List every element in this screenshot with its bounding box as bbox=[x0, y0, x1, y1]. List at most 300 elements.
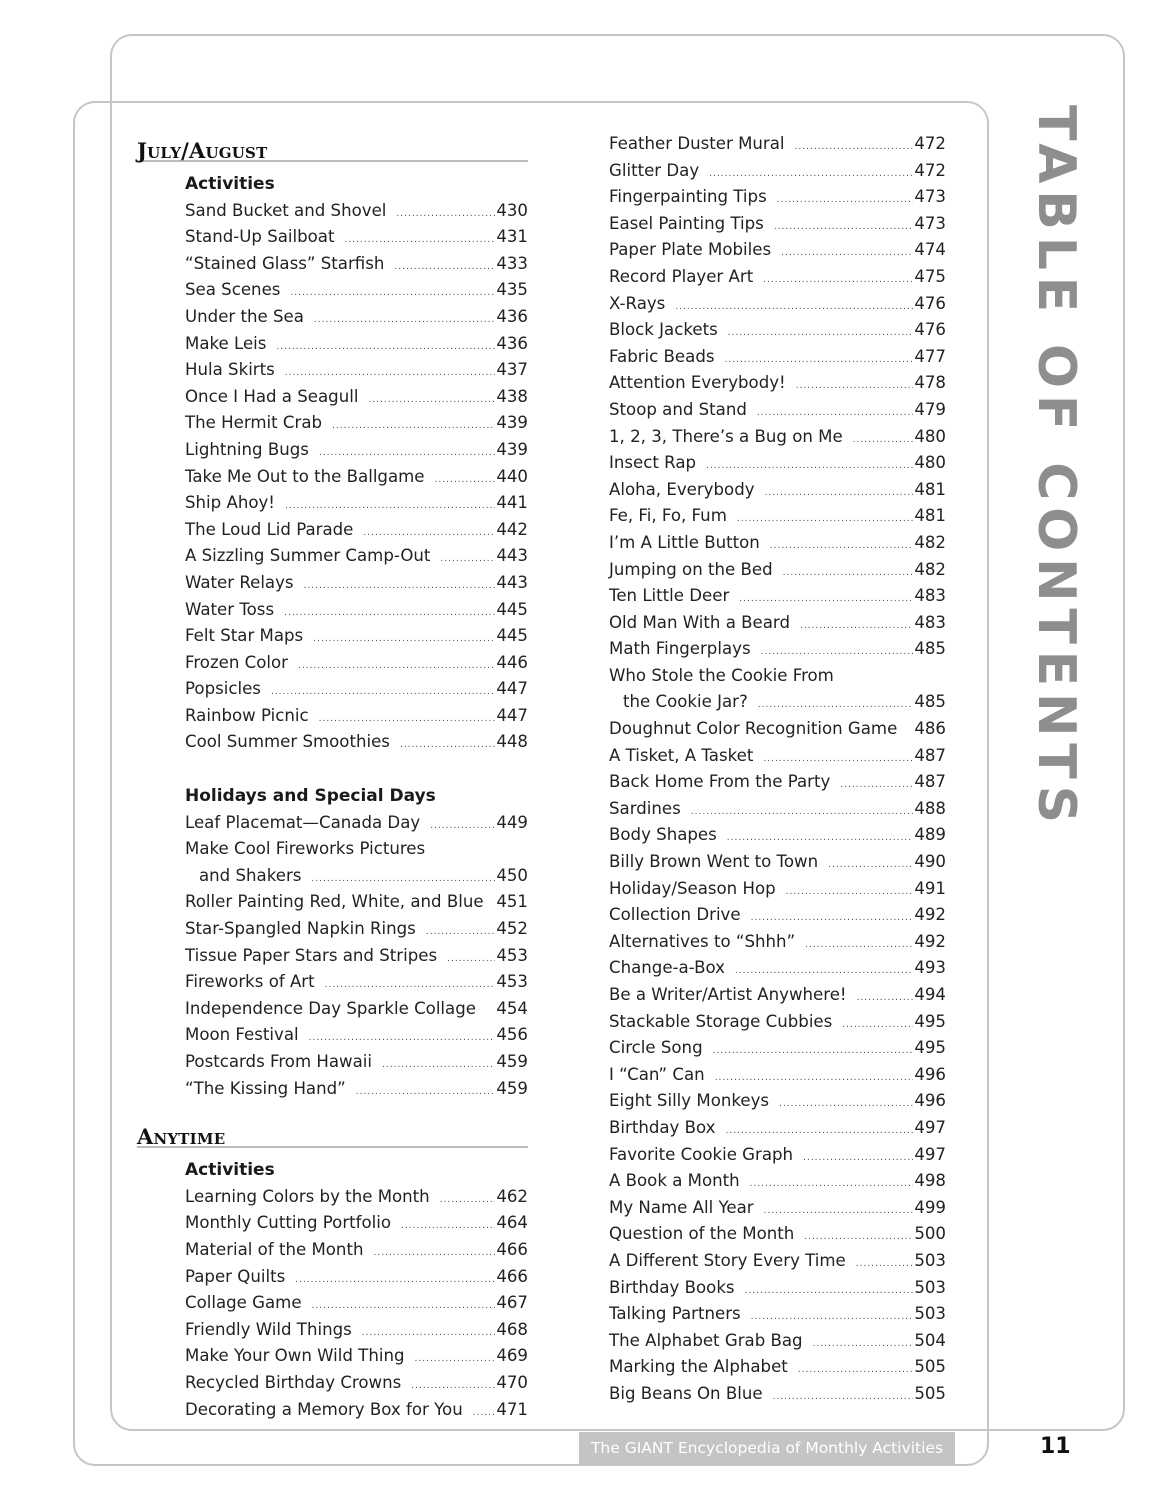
toc-entry-continuation[interactable] bbox=[609, 689, 946, 716]
entry-page-number: 505 bbox=[914, 1357, 946, 1377]
entry-title: The Alphabet Grab Bag bbox=[609, 1330, 803, 1350]
entry-title: Star-Spangled Napkin Rings bbox=[185, 919, 416, 939]
toc-entry[interactable] bbox=[609, 158, 946, 185]
entry-title: I’m A Little Button bbox=[609, 532, 760, 552]
entry-title: Friendly Wild Things bbox=[185, 1319, 352, 1339]
toc-entry[interactable] bbox=[609, 450, 946, 477]
section-heading-anytime bbox=[137, 1120, 528, 1148]
toc-entry[interactable] bbox=[609, 610, 946, 637]
leader-dots bbox=[691, 799, 914, 826]
entry-page-number: 452 bbox=[496, 919, 528, 939]
leader-dots bbox=[763, 267, 913, 294]
toc-entry[interactable] bbox=[609, 849, 946, 876]
leader-dots bbox=[373, 1240, 495, 1267]
toc-entry[interactable] bbox=[609, 1221, 946, 1248]
entry-title: A Sizzling Summer Camp-Out bbox=[185, 546, 431, 566]
toc-entry[interactable] bbox=[185, 1049, 528, 1076]
entry-title: My Name All Year bbox=[609, 1197, 754, 1217]
leader-dots bbox=[400, 732, 495, 759]
toc-entry[interactable] bbox=[609, 1115, 946, 1142]
entry-title: Make Your Own Wild Thing bbox=[185, 1346, 405, 1366]
entry-page-number: 473 bbox=[914, 187, 946, 207]
toc-entry[interactable] bbox=[609, 822, 946, 849]
leader-dots bbox=[750, 1171, 914, 1198]
leader-dots bbox=[737, 506, 913, 533]
toc-entry[interactable] bbox=[609, 1381, 946, 1408]
toc-entry[interactable] bbox=[609, 716, 946, 743]
leader-dots bbox=[435, 467, 496, 494]
entry-page-number: 435 bbox=[496, 280, 528, 300]
entry-page-number: 497 bbox=[914, 1117, 946, 1137]
entry-title: Feather Duster Mural bbox=[609, 134, 785, 153]
entry-title: Paper Plate Mobiles bbox=[609, 240, 772, 260]
leader-dots bbox=[783, 560, 914, 587]
leader-dots bbox=[779, 1091, 913, 1118]
toc-entry[interactable] bbox=[185, 1343, 528, 1370]
leader-dots bbox=[856, 1251, 914, 1278]
entry-title: Stand-Up Sailboat bbox=[185, 227, 335, 247]
toc-entry[interactable] bbox=[185, 996, 528, 1023]
leader-dots bbox=[803, 1145, 913, 1172]
entry-page-number: 476 bbox=[914, 320, 946, 340]
entry-title: “The Kissing Hand” bbox=[185, 1078, 346, 1098]
leader-dots bbox=[440, 546, 495, 573]
entry-page-number: 472 bbox=[914, 134, 946, 153]
entry-page-number: 483 bbox=[914, 612, 946, 632]
entry-title: Once I Had a Seagull bbox=[185, 386, 359, 406]
entry-title: Postcards From Hawaii bbox=[185, 1052, 372, 1071]
leader-dots bbox=[725, 1118, 913, 1145]
toc-entry[interactable] bbox=[185, 1022, 528, 1049]
toc-entry[interactable] bbox=[609, 902, 946, 929]
leader-dots bbox=[396, 201, 495, 228]
entry-title: Big Beans On Blue bbox=[609, 1383, 763, 1403]
entry-title: Under the Sea bbox=[185, 306, 304, 326]
entry-page-number: 438 bbox=[496, 386, 528, 406]
leader-dots bbox=[786, 879, 914, 906]
entry-page-number: 436 bbox=[496, 333, 528, 353]
entry-title: Body Shapes bbox=[609, 825, 717, 845]
entry-title: X-Rays bbox=[609, 293, 666, 313]
toc-entry[interactable] bbox=[185, 517, 528, 544]
toc-entry[interactable] bbox=[185, 810, 528, 837]
toc-entry[interactable] bbox=[185, 969, 528, 996]
entry-page-number: 486 bbox=[914, 719, 946, 739]
toc-list bbox=[137, 1184, 528, 1423]
toc-entry[interactable] bbox=[185, 889, 528, 916]
leader-dots bbox=[770, 533, 914, 560]
section-heading-july-august bbox=[137, 134, 528, 162]
entry-title: Hula Skirts bbox=[185, 360, 275, 380]
leader-dots bbox=[728, 320, 914, 347]
entry-page-number: 490 bbox=[914, 852, 946, 872]
entry-page-number: 464 bbox=[496, 1213, 528, 1233]
toc-entry[interactable] bbox=[185, 1184, 528, 1211]
entry-title: Take Me Out to the Ballgame bbox=[185, 466, 425, 486]
entry-page-number: 476 bbox=[914, 293, 946, 313]
leader-dots bbox=[800, 613, 913, 640]
leader-dots bbox=[706, 453, 913, 480]
toc-entry[interactable] bbox=[609, 876, 946, 903]
entry-page-number: 472 bbox=[914, 160, 946, 180]
toc-list bbox=[609, 131, 946, 1408]
leader-dots bbox=[382, 1052, 495, 1079]
entry-title: Easel Painting Tips bbox=[609, 213, 764, 233]
entry-title: Aloha, Everybody bbox=[609, 479, 755, 499]
toc-entry[interactable] bbox=[185, 410, 528, 437]
entry-title: Old Man With a Beard bbox=[609, 612, 790, 632]
entry-page-number: 468 bbox=[496, 1319, 528, 1339]
entry-title: Learning Colors by the Month bbox=[185, 1186, 430, 1206]
entry-page-number: 451 bbox=[496, 892, 528, 912]
entry-page-number: 439 bbox=[496, 413, 528, 433]
entry-page-number: 474 bbox=[914, 240, 946, 260]
entry-page-number: 487 bbox=[914, 772, 946, 792]
toc-entry[interactable] bbox=[609, 955, 946, 982]
entry-page-number: 503 bbox=[914, 1277, 946, 1297]
entry-page-number: 445 bbox=[496, 599, 528, 619]
toc-entry[interactable] bbox=[609, 503, 946, 530]
entry-page-number: 477 bbox=[914, 346, 946, 366]
leader-dots bbox=[304, 573, 496, 600]
toc-entry[interactable] bbox=[609, 397, 946, 424]
entry-page-number: 449 bbox=[496, 812, 528, 832]
entry-page-number: 450 bbox=[496, 865, 528, 885]
entry-title: Fe, Fi, Fo, Fum bbox=[609, 506, 727, 526]
entry-page-number: 462 bbox=[496, 1186, 528, 1206]
leader-dots bbox=[761, 639, 914, 666]
entry-title: Be a Writer/Artist Anywhere! bbox=[609, 985, 847, 1004]
toc-entry[interactable] bbox=[609, 424, 946, 451]
entry-page-number: 489 bbox=[914, 825, 946, 845]
leader-dots bbox=[828, 852, 913, 879]
leader-dots bbox=[415, 1346, 496, 1373]
entry-title: Popsicles bbox=[185, 679, 261, 699]
toc-entry[interactable] bbox=[609, 796, 946, 823]
toc-entry[interactable] bbox=[609, 477, 946, 504]
toc-entry[interactable] bbox=[185, 623, 528, 650]
entry-page-number: 431 bbox=[496, 227, 528, 247]
toc-entry[interactable] bbox=[609, 1328, 946, 1355]
leader-dots bbox=[758, 692, 914, 719]
leader-dots bbox=[401, 1213, 495, 1240]
entry-page-number: 441 bbox=[496, 493, 528, 513]
toc-entry[interactable] bbox=[185, 251, 528, 278]
entry-page-number: 483 bbox=[914, 586, 946, 606]
entry-title: A Tisket, A Tasket bbox=[609, 745, 754, 765]
toc-entry[interactable] bbox=[609, 291, 946, 318]
leader-dots bbox=[332, 413, 495, 440]
leader-dots bbox=[777, 187, 914, 214]
entry-title: Circle Song bbox=[609, 1038, 703, 1058]
toc-entry[interactable] bbox=[185, 331, 528, 358]
leader-dots bbox=[356, 1079, 496, 1106]
toc-entry[interactable] bbox=[609, 1062, 946, 1089]
toc-entry[interactable] bbox=[185, 1290, 528, 1317]
toc-entry[interactable] bbox=[609, 636, 946, 663]
leader-dots bbox=[781, 240, 913, 267]
toc-entry[interactable] bbox=[185, 676, 528, 703]
leader-dots bbox=[447, 946, 495, 973]
toc-entry[interactable] bbox=[609, 1195, 946, 1222]
leader-dots bbox=[715, 1065, 914, 1092]
leader-dots bbox=[857, 985, 914, 1012]
vertical-title-text: TABLE OF CONTENTS bbox=[1026, 105, 1086, 830]
entry-title: Doughnut Color Recognition Game bbox=[609, 719, 898, 739]
toc-entry[interactable] bbox=[609, 743, 946, 770]
toc-entry[interactable] bbox=[185, 357, 528, 384]
entry-title: A Different Story Every Time bbox=[609, 1250, 846, 1270]
toc-entry[interactable] bbox=[185, 916, 528, 943]
toc-entry[interactable] bbox=[185, 198, 528, 225]
section-title: July/August bbox=[137, 138, 268, 163]
entry-title: Ten Little Deer bbox=[609, 586, 730, 606]
entry-page-number: 439 bbox=[496, 439, 528, 459]
leader-dots bbox=[363, 520, 495, 547]
entry-page-number: 499 bbox=[914, 1197, 946, 1217]
book-title-footer: The GIANT Encyclopedia of Monthly Activities bbox=[579, 1432, 955, 1465]
leader-dots bbox=[796, 373, 914, 400]
leader-dots bbox=[319, 706, 496, 733]
leader-dots bbox=[773, 1384, 914, 1411]
toc-entry[interactable] bbox=[609, 1142, 946, 1169]
entry-title: Stoop and Stand bbox=[609, 399, 747, 419]
entry-title: Tissue Paper Stars and Stripes bbox=[185, 945, 438, 965]
entry-page-number: 503 bbox=[914, 1250, 946, 1270]
entry-page-number: 467 bbox=[496, 1293, 528, 1313]
toc-entry[interactable] bbox=[185, 1210, 528, 1237]
toc-entry[interactable] bbox=[609, 317, 946, 344]
entry-title: Frozen Color bbox=[185, 652, 288, 672]
toc-entry[interactable] bbox=[609, 211, 946, 238]
toc-entry[interactable] bbox=[185, 729, 528, 756]
toc-entry[interactable] bbox=[609, 663, 946, 690]
entry-title: Jumping on the Bed bbox=[609, 559, 773, 579]
toc-entry[interactable] bbox=[185, 384, 528, 411]
entry-title: Change-a-Box bbox=[609, 958, 725, 978]
entry-page-number: 466 bbox=[496, 1266, 528, 1286]
subheading-activities: Activities bbox=[185, 1160, 275, 1181]
entry-page-number: 448 bbox=[496, 732, 528, 752]
toc-entry[interactable] bbox=[609, 1168, 946, 1195]
entry-title: Alternatives to “Shhh” bbox=[609, 931, 796, 951]
entry-title: The Hermit Crab bbox=[185, 413, 323, 433]
toc-entry[interactable] bbox=[609, 1035, 946, 1062]
entry-title: Fireworks of Art bbox=[185, 972, 315, 992]
toc-entry[interactable] bbox=[609, 982, 946, 1009]
entry-page-number: 447 bbox=[496, 705, 528, 725]
entry-page-number: 505 bbox=[914, 1383, 946, 1403]
leader-dots bbox=[727, 825, 914, 852]
leader-dots bbox=[805, 932, 913, 959]
entry-title: Who Stole the Cookie From bbox=[609, 665, 834, 685]
toc-entry[interactable] bbox=[185, 277, 528, 304]
entry-title: Record Player Art bbox=[609, 266, 754, 286]
leader-dots bbox=[842, 1012, 913, 1039]
entry-page-number: 481 bbox=[914, 506, 946, 526]
entry-title: Water Toss bbox=[185, 599, 275, 619]
entry-page-number: 453 bbox=[496, 945, 528, 965]
toc-right-column bbox=[609, 131, 946, 1408]
toc-entry[interactable] bbox=[609, 264, 946, 291]
entry-page-number: 479 bbox=[914, 399, 946, 419]
entry-title: Lightning Bugs bbox=[185, 439, 309, 459]
toc-entry[interactable] bbox=[185, 437, 528, 464]
entry-page-number: 446 bbox=[496, 652, 528, 672]
toc-entry[interactable] bbox=[185, 570, 528, 597]
toc-entry[interactable] bbox=[185, 1370, 528, 1397]
toc-entry[interactable] bbox=[185, 464, 528, 491]
entry-page-number: 443 bbox=[496, 546, 528, 566]
toc-entry[interactable] bbox=[609, 583, 946, 610]
entry-title: the Cookie Jar? bbox=[623, 692, 748, 712]
toc-entry[interactable] bbox=[185, 943, 528, 970]
subheading-activities: Activities bbox=[185, 174, 275, 194]
entry-title: Paper Quilts bbox=[185, 1266, 286, 1286]
toc-entry[interactable] bbox=[609, 1301, 946, 1328]
entry-page-number: 496 bbox=[914, 1064, 946, 1084]
entry-page-number: 482 bbox=[914, 532, 946, 552]
toc-entry[interactable] bbox=[185, 1317, 528, 1344]
leader-dots bbox=[311, 866, 495, 893]
entry-page-number: 496 bbox=[914, 1091, 946, 1111]
entry-page-number: 503 bbox=[914, 1304, 946, 1324]
entry-page-number: 443 bbox=[496, 572, 528, 592]
toc-entry[interactable] bbox=[609, 370, 946, 397]
leader-dots bbox=[751, 905, 914, 932]
leader-dots bbox=[325, 972, 496, 999]
entry-title: Back Home From the Party bbox=[609, 772, 831, 792]
entry-page-number: 498 bbox=[914, 1171, 946, 1191]
entry-title: Glitter Day bbox=[609, 160, 700, 180]
toc-entry[interactable] bbox=[185, 1076, 528, 1103]
leader-dots bbox=[440, 1187, 496, 1214]
entry-page-number: 456 bbox=[496, 1025, 528, 1045]
leader-dots bbox=[709, 161, 913, 188]
entry-title: The Loud Lid Parade bbox=[185, 519, 354, 539]
leader-dots bbox=[344, 227, 495, 254]
toc-list bbox=[137, 198, 528, 756]
toc-entry[interactable] bbox=[609, 530, 946, 557]
toc-entry[interactable] bbox=[185, 1397, 528, 1424]
entry-title: Material of the Month bbox=[185, 1239, 364, 1259]
leader-dots bbox=[309, 1025, 496, 1052]
entry-title: “Stained Glass” Starfish bbox=[185, 253, 385, 273]
entry-title: and Shakers bbox=[199, 865, 302, 885]
entry-title: Math Fingerplays bbox=[609, 639, 751, 659]
leader-dots bbox=[795, 134, 914, 161]
toc-entry[interactable] bbox=[185, 224, 528, 251]
entry-title: Block Jackets bbox=[609, 320, 718, 340]
entry-title: Attention Everybody! bbox=[609, 373, 786, 393]
page-number: 11 bbox=[1040, 1434, 1071, 1459]
leader-dots bbox=[765, 480, 914, 507]
toc-entry[interactable] bbox=[609, 929, 946, 956]
leader-dots bbox=[840, 772, 913, 799]
toc-entry[interactable] bbox=[185, 543, 528, 570]
entry-page-number: 475 bbox=[914, 266, 946, 286]
entry-title: Monthly Cutting Portfolio bbox=[185, 1213, 392, 1233]
entry-title: Birthday Box bbox=[609, 1117, 716, 1137]
entry-page-number: 453 bbox=[496, 972, 528, 992]
section-title: Anytime bbox=[137, 1124, 226, 1150]
toc-entry[interactable] bbox=[609, 131, 946, 158]
entry-title: Eight Silly Monkeys bbox=[609, 1091, 770, 1111]
entry-page-number: 480 bbox=[914, 426, 946, 446]
toc-entry[interactable] bbox=[185, 490, 528, 517]
toc-entry-continuation[interactable] bbox=[185, 863, 528, 890]
leader-dots bbox=[295, 1267, 495, 1294]
entry-title: Make Cool Fireworks Pictures bbox=[185, 839, 426, 859]
entry-page-number: 485 bbox=[914, 692, 946, 712]
leader-dots bbox=[285, 360, 496, 387]
leader-dots bbox=[853, 427, 914, 454]
entry-page-number: 497 bbox=[914, 1144, 946, 1164]
leader-dots bbox=[314, 307, 495, 334]
toc-entry[interactable] bbox=[609, 557, 946, 584]
entry-title: Fingerpainting Tips bbox=[609, 187, 767, 207]
entry-title: Felt Star Maps bbox=[185, 626, 304, 646]
entry-title: 1, 2, 3, There’s a Bug on Me bbox=[609, 426, 843, 446]
entry-title: Sea Scenes bbox=[185, 280, 281, 300]
leader-dots bbox=[426, 919, 495, 946]
leader-dots bbox=[473, 1400, 496, 1427]
toc-entry[interactable] bbox=[609, 1088, 946, 1115]
leader-dots bbox=[813, 1331, 914, 1358]
entry-title: Stackable Storage Cubbies bbox=[609, 1011, 833, 1031]
toc-entry[interactable] bbox=[609, 769, 946, 796]
entry-page-number: 469 bbox=[496, 1346, 528, 1366]
toc-entry[interactable] bbox=[609, 344, 946, 371]
toc-list bbox=[137, 810, 528, 1103]
toc-entry[interactable] bbox=[185, 703, 528, 730]
subheading-holidays: Holidays and Special Days bbox=[185, 786, 436, 807]
entry-title: Insect Rap bbox=[609, 453, 697, 473]
entry-page-number: 485 bbox=[914, 639, 946, 659]
toc-entry[interactable] bbox=[185, 597, 528, 624]
leader-dots bbox=[735, 958, 913, 985]
toc-entry[interactable] bbox=[185, 1264, 528, 1291]
entry-title: Sardines bbox=[609, 798, 681, 818]
toc-entry[interactable] bbox=[185, 836, 528, 863]
entry-title: Recycled Birthday Crowns bbox=[185, 1372, 402, 1392]
toc-entry[interactable] bbox=[609, 1354, 946, 1381]
entry-page-number: 430 bbox=[496, 200, 528, 220]
leader-dots bbox=[290, 280, 495, 307]
leader-dots bbox=[745, 1278, 914, 1305]
entry-page-number: 480 bbox=[914, 453, 946, 473]
entry-page-number: 436 bbox=[496, 306, 528, 326]
toc-left-column bbox=[137, 134, 528, 1423]
toc-entry[interactable] bbox=[609, 1248, 946, 1275]
toc-entry[interactable] bbox=[609, 237, 946, 264]
entry-page-number: 495 bbox=[914, 1011, 946, 1031]
entry-title: Water Relays bbox=[185, 572, 294, 592]
toc-entry[interactable] bbox=[609, 1009, 946, 1036]
toc-entry[interactable] bbox=[609, 1275, 946, 1302]
entry-title: Moon Festival bbox=[185, 1025, 299, 1045]
toc-entry[interactable] bbox=[609, 184, 946, 211]
toc-entry[interactable] bbox=[185, 650, 528, 677]
entry-title: Roller Painting Red, White, and Blue bbox=[185, 892, 484, 912]
toc-entry[interactable] bbox=[185, 1237, 528, 1264]
leader-dots bbox=[757, 400, 913, 427]
leader-dots bbox=[285, 493, 495, 520]
toc-entry[interactable] bbox=[185, 304, 528, 331]
vertical-page-title bbox=[1026, 105, 1090, 830]
entry-title: Ship Ahoy! bbox=[185, 493, 275, 513]
entry-page-number: 500 bbox=[914, 1224, 946, 1244]
